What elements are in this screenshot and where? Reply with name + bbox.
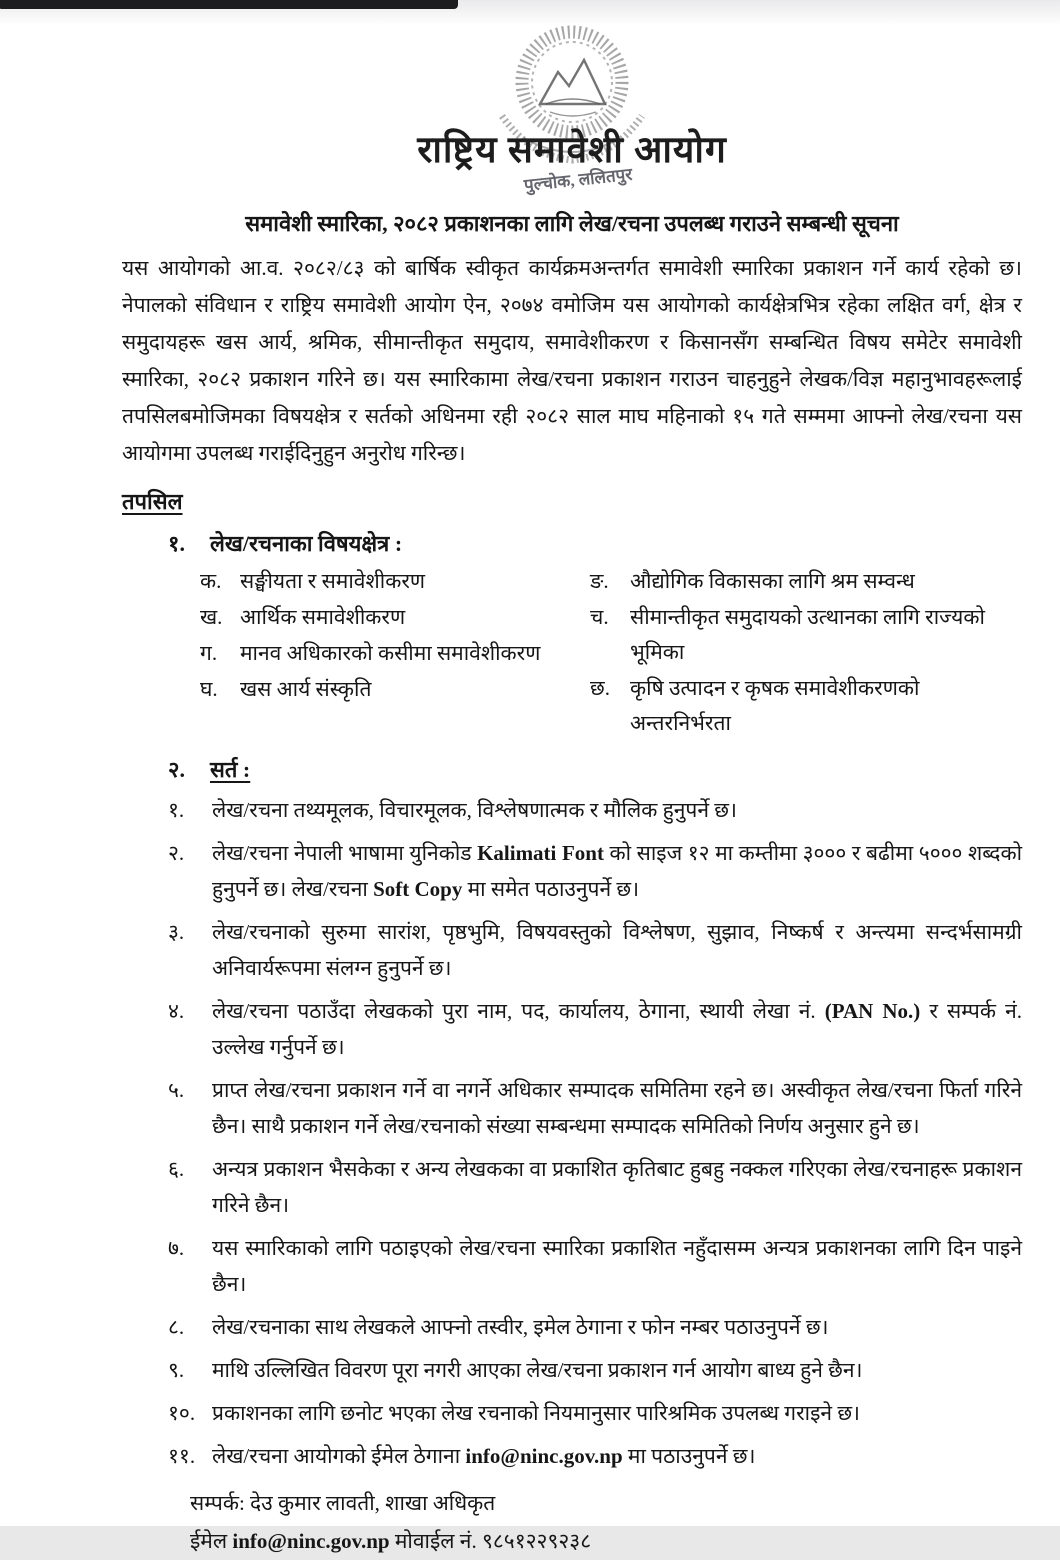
topic-text: सीमान्तीकृत समुदायको उत्थानका लागि राज्यको भूमिका xyxy=(630,605,985,664)
condition-item xyxy=(168,1151,1022,1223)
topic-text: मानव अधिकारको कसीमा समावेशीकरण xyxy=(240,641,541,665)
text-part: प्राप्त लेख/रचना प्रकाशन गर्ने वा नगर्ने अधिकार सम्पादक समितिमा रहने छ। अस्वीकृत लेख/रचना फिर्ता गरिने छैन। साथै प्रकाशन गर्ने लेख/रचनाको संख्या सम्बन्धमा सम्पादक समितिको निर्णय अनुसार हुने छ। xyxy=(212,1078,1022,1138)
condition-text xyxy=(212,1151,1022,1223)
condition-text xyxy=(212,1395,1022,1431)
condition-marker: ४. xyxy=(168,999,185,1023)
contact-line-1: सम्पर्क: देउ कुमार लावती, शाखा अधिकृत xyxy=(190,1491,496,1515)
topic-item xyxy=(200,564,590,599)
latin-bold-text: Soft Copy xyxy=(373,877,463,901)
text-part: मोवाईल नं. ९८५१२२९२३८ xyxy=(389,1529,592,1553)
topic-item xyxy=(590,600,1022,670)
text-part: यस स्मारिकाको लागि पठाइएको लेख/रचना स्मारिका प्रकाशित नहुँदासम्म अन्यत्र प्रकाशनका लागि दिन पाइने छैन। xyxy=(212,1236,1022,1296)
topic-item xyxy=(200,600,590,635)
topic-marker: क. xyxy=(200,569,222,593)
condition-marker: ९. xyxy=(168,1358,185,1382)
text-part: लेख/रचना तथ्यमूलक, विचारमूलक, विश्लेषणात्मक र मौलिक हुनुपर्ने छ। xyxy=(212,798,737,822)
condition-marker: ६. xyxy=(168,1157,185,1181)
text-part: माथि उल्लिखित विवरण पूरा नगरी आएका लेख/रचना प्रकाशन गर्न आयोग बाध्य हुने छैन। xyxy=(212,1358,863,1382)
topic-text: कृषि उत्पादन र कृषक समावेशीकरणको अन्तरनिर्भरता xyxy=(630,676,920,735)
text-part: मा समेत पठाउनुपर्ने छ। xyxy=(462,877,640,901)
condition-item xyxy=(168,1309,1022,1345)
latin-bold-text: info@ninc.gov.np xyxy=(232,1529,390,1553)
org-name: राष्ट्रिय समावेशी आयोग xyxy=(417,130,727,171)
org-location-stamp: पुल्चोक, ललितपुर xyxy=(523,164,634,195)
section2-number: २. xyxy=(168,757,185,782)
topic-marker: छ. xyxy=(590,676,610,700)
text-part: लेख/रचनाका साथ लेखकले आफ्नो तस्वीर, इमेल ठेगाना र फोन नम्बर पठाउनुपर्ने छ। xyxy=(212,1315,829,1339)
condition-text xyxy=(212,914,1022,986)
topic-text: सङ्घीयता र समावेशीकरण xyxy=(240,569,426,593)
condition-item xyxy=(168,1395,1022,1431)
topics-grid xyxy=(200,564,1022,742)
topic-text: आर्थिक समावेशीकरण xyxy=(240,605,406,629)
contact-line-2 xyxy=(190,1522,1022,1560)
latin-bold-text: info@ninc.gov.np xyxy=(465,1444,623,1468)
condition-text xyxy=(212,1230,1022,1302)
latin-bold-text: (PAN No.) xyxy=(824,999,921,1023)
text-part: मा पठाउनुपर्ने छ। xyxy=(622,1444,756,1468)
topic-item xyxy=(200,636,590,671)
topics-right xyxy=(590,564,1022,742)
topic-marker: ग. xyxy=(200,641,218,665)
condition-item xyxy=(168,792,1022,828)
condition-item xyxy=(168,1438,1022,1474)
condition-text xyxy=(212,1072,1022,1144)
section1-number: १. xyxy=(168,531,185,556)
condition-item xyxy=(168,835,1022,907)
condition-item xyxy=(168,993,1022,1065)
section1-heading: लेख/रचनाका विषयक्षेत्र : xyxy=(210,531,403,556)
topics-left xyxy=(200,564,590,742)
text-part: अन्यत्र प्रकाशन भैसकेका र अन्य लेखकका वा प्रकाशित कृतिबाट हुबहु नक्कल गरिएका लेख/रचनाहरू प्रकाशन गरिने छैन। xyxy=(212,1157,1022,1217)
condition-marker: १०. xyxy=(168,1401,196,1425)
condition-item xyxy=(168,1072,1022,1144)
letterhead xyxy=(122,26,1022,204)
text-part: ईमेल xyxy=(190,1529,233,1553)
condition-item xyxy=(168,1352,1022,1388)
topic-item xyxy=(590,671,1022,741)
text-part: लेख/रचनाको सुरुमा सारांश, पृष्ठभुमि, विषयवस्तुको विश्लेषण, सुझाव, निष्कर्ष र अन्त्यमा सन्दर्भसामग्री अनिवार्यरूपमा संलग्न हुनुपर्ने छ। xyxy=(212,920,1022,980)
text-part: प्रकाशनका लागि छनोट भएका लेख रचनाको नियमानुसार पारिश्रमिक उपलब्ध गराइने छ। xyxy=(212,1401,861,1425)
topic-text: खस आर्य संस्कृति xyxy=(240,677,372,701)
intro-paragraph: यस आयोगको आ.व. २०८२/८३ को बार्षिक स्वीकृत कार्यक्रमअन्तर्गत समावेशी स्मारिका प्रकाशन गर्ने कार्य रहेको छ। नेपालको संविधान र राष्ट्रिय समावेशी आयोग ऐन, २०७४ वमोजिम यस आयोगको कार्यक्षेत्रभित्र रहेका लक्षित वर्ग, क्षेत्र र समुदायहरू खस आर्य, श्रमिक, सीमान्तीकृत समुदाय, समावेशीकरण र किसानसँग सम्बन्धित विषय समेटेर समावेशी स्मारिका, २०८२ प्रकाशन गरिने छ। यस स्मारिकामा लेख/रचना प्रकाशन गराउन चाहनुहुने लेखक/विज्ञ महानुभावहरूलाई तपसिलबमोजिमका विषयक्षेत्र र सर्तको अधिनमा रही २०८२ साल माघ महिनाको १५ गते सम्ममा आफ्नो लेख/रचना यस आयोगमा उपलब्ध गराईदिनुहुन अनुरोध गरिन्छ। xyxy=(122,256,1022,465)
section2-heading-row xyxy=(168,754,1022,784)
conditions-list xyxy=(168,792,1022,1474)
text-part: लेख/रचना आयोगको ईमेल ठेगाना xyxy=(212,1444,466,1468)
condition-marker: ३. xyxy=(168,920,185,944)
condition-item xyxy=(168,1230,1022,1302)
tapasil-heading: तपसिल xyxy=(122,489,183,514)
condition-marker: ७. xyxy=(168,1236,185,1260)
contact-block xyxy=(190,1484,1022,1560)
condition-text xyxy=(212,792,1022,828)
topic-text: औद्योगिक विकासका लागि श्रम सम्वन्ध xyxy=(630,569,915,593)
topic-marker: ङ. xyxy=(590,569,609,593)
condition-marker: ८. xyxy=(168,1315,185,1339)
text-part: को साइज १२ मा कम्तीमा ३००० र बढीमा ५००० शब्दको हुनुपर्ने छ। लेख/रचना xyxy=(212,841,1023,901)
condition-text xyxy=(212,993,1022,1065)
text-part: र सम्पर्क नं. उल्लेख गर्नुपर्ने छ। xyxy=(212,999,1022,1059)
topic-marker: च. xyxy=(590,605,609,629)
topic-marker: घ. xyxy=(200,677,218,701)
notice-title: समावेशी स्मारिका, २०८२ प्रकाशनका लागि लेख/रचना उपलब्ध गराउने सम्बन्धी सूचना xyxy=(245,211,899,236)
condition-text xyxy=(212,1309,1022,1345)
topic-item xyxy=(200,672,590,707)
condition-text xyxy=(212,835,1022,907)
condition-marker: ५. xyxy=(168,1078,185,1102)
condition-marker: ११. xyxy=(168,1444,196,1468)
latin-bold-text: Kalimati Font xyxy=(477,841,604,865)
condition-marker: १. xyxy=(168,798,185,822)
text-part: लेख/रचना नेपाली भाषामा युनिकोड xyxy=(212,841,478,865)
section1-heading-row xyxy=(168,528,1022,558)
condition-text xyxy=(212,1438,1022,1474)
topic-marker: ख. xyxy=(200,605,223,629)
condition-text xyxy=(212,1352,1022,1388)
condition-item xyxy=(168,914,1022,986)
text-part: लेख/रचना पठाउँदा लेखकको पुरा नाम, पद, कार्यालय, ठेगाना, स्थायी लेखा नं. xyxy=(212,999,825,1023)
section2-heading: सर्त : xyxy=(210,757,251,782)
topic-item xyxy=(590,564,1022,599)
condition-marker: २. xyxy=(168,841,185,865)
